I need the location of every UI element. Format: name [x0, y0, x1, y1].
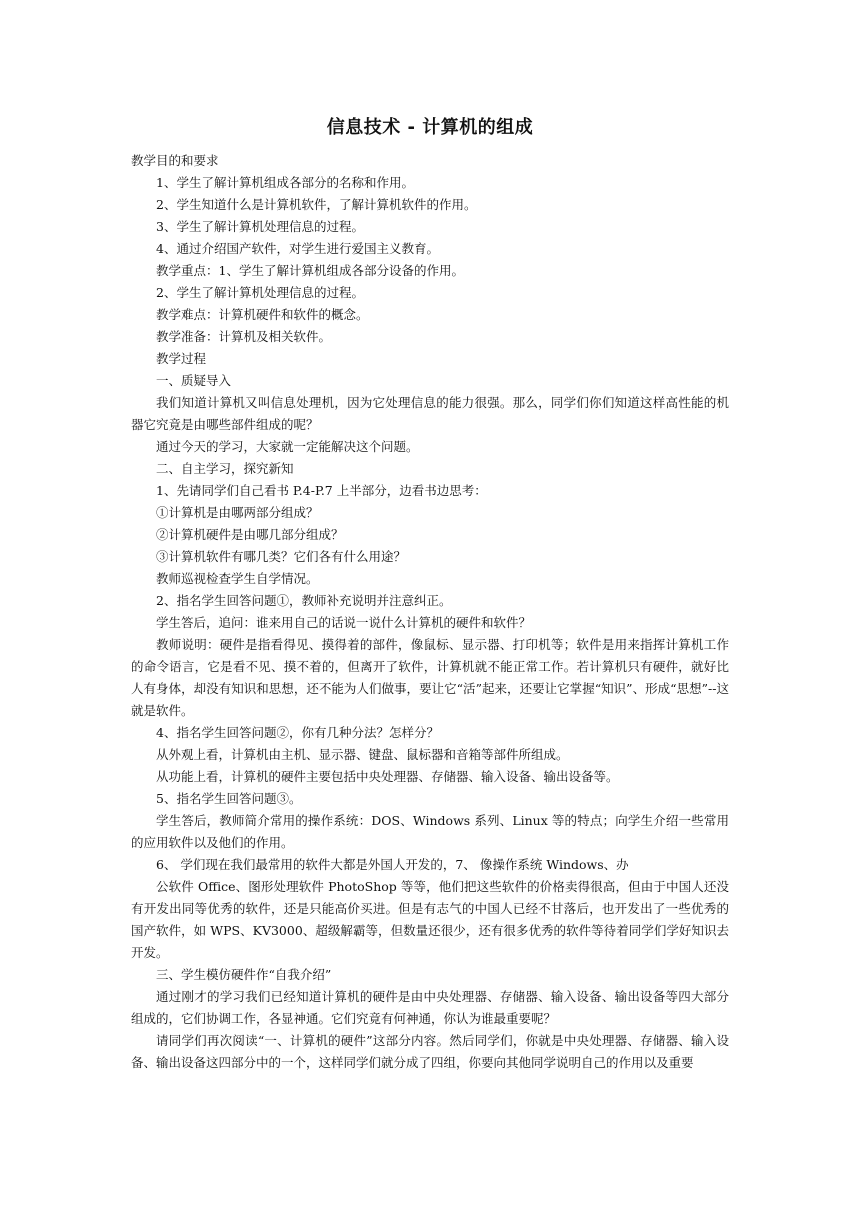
paragraph: 二、自主学习，探究新知 — [156, 461, 294, 476]
paragraph: ①计算机是由哪两部分组成？ — [156, 505, 319, 520]
paragraph: 我们知道计算机又叫信息处理机，因为它处理信息的能力很强。那么，同学们你们知道这样高性能的机器它究竟是由哪些部件组成的呢？ — [131, 395, 729, 432]
paragraph: 教学重点：1、学生了解计算机组成各部分设备的作用。 — [156, 263, 464, 278]
paragraph: 2、学生了解计算机处理信息的过程。 — [156, 285, 364, 300]
paragraph: 5、指名学生回答问题③。 — [156, 791, 302, 806]
paragraph: 2、学生知道什么是计算机软件，了解计算机软件的作用。 — [156, 197, 477, 212]
paragraph: 教师说明：硬件是指看得见、摸得着的部件，像鼠标、显示器、打印机等；软件是用来指挥计算机工作的命令语言，它是看不见、摸不着的，但离开了软件，计算机就不能正常工作。若计算机只有硬件，就好比人有身体，却没有知识和思想，还不能为人们做事，要让它“活”起来，还要让它掌握“知识”、形成“思想”--这就是软件。 — [131, 637, 729, 718]
paragraph: 请同学们再次阅读“一、计算机的硬件”这部分内容。然后同学们，你就是中央处理器、存储器、输入设备、输出设备这四部分中的一个，这样同学们就分成了四组，你要向其他同学说明自己的作用以及重要 — [131, 1033, 729, 1070]
paragraph: 从外观上看，计算机由主机、显示器、键盘、鼠标器和音箱等部件所组成。 — [156, 747, 569, 762]
paragraph: 教学目的和要求 — [131, 153, 219, 168]
paragraph: ③计算机软件有哪几类？它们各有什么用途？ — [156, 549, 407, 564]
paragraph: 3、学生了解计算机处理信息的过程。 — [156, 219, 364, 234]
paragraph: 学生答后，教师简介常用的操作系统：DOS、Windows 系列、Linux 等的特点；向学生介绍一些常用的应用软件以及他们的作用。 — [131, 813, 729, 850]
paragraph: 6、 学们现在我们最常用的软件大都是外国人开发的，7、 像操作系统 Windows、办 — [156, 857, 629, 872]
paragraph: 一、质疑导入 — [156, 373, 232, 388]
paragraph: 1、先请同学们自己看书 P.4-P.7 上半部分，边看书边思考： — [156, 483, 487, 498]
paragraph: 学生答后，追问：谁来用自己的话说一说什么计算机的硬件和软件？ — [156, 615, 532, 630]
paragraph: 通过刚才的学习我们已经知道计算机的硬件是由中央处理器、存储器、输入设备、输出设备等四大部分组成的，它们协调工作，各显神通。它们究竟有何神通，你认为谁最重要呢？ — [131, 989, 729, 1026]
paragraph: 教师巡视检查学生自学情况。 — [156, 571, 319, 586]
document-body — [131, 150, 729, 1074]
paragraph: 从功能上看，计算机的硬件主要包括中央处理器、存储器、输入设备、输出设备等。 — [156, 769, 619, 784]
paragraph: 教学难点：计算机硬件和软件的概念。 — [156, 307, 369, 322]
paragraph: 2、指名学生回答问题①，教师补充说明并注意纠正。 — [156, 593, 452, 608]
paragraph: 4、指名学生回答问题②，你有几种分法？怎样分？ — [156, 725, 439, 740]
paragraph: 教学准备：计算机及相关软件。 — [156, 329, 332, 344]
paragraph: 4、通过介绍国产软件，对学生进行爱国主义教育。 — [156, 241, 439, 256]
paragraph: 通过今天的学习，大家就一定能解决这个问题。 — [156, 439, 419, 454]
paragraph: 三、学生模仿硬件作“自我介绍” — [156, 967, 332, 982]
paragraph: 1、学生了解计算机组成各部分的名称和作用。 — [156, 175, 414, 190]
paragraph: ②计算机硬件是由哪几部分组成？ — [156, 527, 344, 542]
paragraph: 公软件 Office、图形处理软件 PhotoShop 等等，他们把这些软件的价格卖得很高，但由于中国人还没有开发出同等优秀的软件，还是只能高价买进。但是有志气的中国人已经不甘落后，也开发出了一些优秀的国产软件，如 WPS、KV3000、超级解霸等，但数量还很少，还有很多优秀的软件等待着同学们学好知识去开发。 — [131, 879, 729, 960]
page-title: 信息技术 - 计算机的组成 — [326, 117, 534, 138]
paragraph: 教学过程 — [156, 351, 207, 366]
